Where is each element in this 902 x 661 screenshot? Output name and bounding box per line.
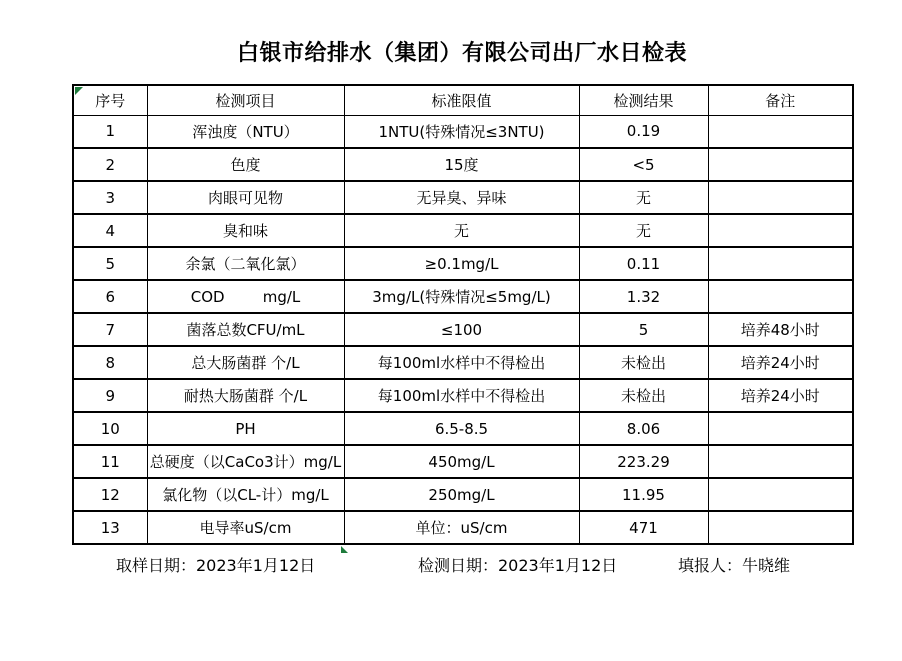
header-item: 检测项目 (147, 85, 344, 115)
cell-limit: 250mg/L (344, 478, 579, 511)
cell-no: 5 (73, 247, 147, 280)
cell-item: 肉眼可见物 (147, 181, 344, 214)
cell-note (708, 115, 853, 148)
cell-item: 耐热大肠菌群 个/L (147, 379, 344, 412)
cell-limit: 每100ml水样中不得检出 (344, 346, 579, 379)
cell-limit: ≥0.1mg/L (344, 247, 579, 280)
cell-result: 0.19 (579, 115, 708, 148)
cell-note: 培养48小时 (708, 313, 853, 346)
cell-no: 6 (73, 280, 147, 313)
cell-limit: 无 (344, 214, 579, 247)
cell-note (708, 445, 853, 478)
cell-result: 无 (579, 214, 708, 247)
cell-no: 1 (73, 115, 147, 148)
table-row (73, 346, 853, 379)
cell-no: 9 (73, 379, 147, 412)
cell-limit: 单位：uS/cm (344, 511, 579, 544)
cell-limit: 无异臭、异味 (344, 181, 579, 214)
cell-note (708, 280, 853, 313)
cell-result: 0.11 (579, 247, 708, 280)
cell-note (708, 148, 853, 181)
cell-item: 浑浊度（NTU） (147, 115, 344, 148)
cell-no: 4 (73, 214, 147, 247)
cell-item: 菌落总数CFU/mL (147, 313, 344, 346)
cell-result: 223.29 (579, 445, 708, 478)
reporter: 填报人：牛晓维 (678, 556, 791, 575)
cell-note (708, 181, 853, 214)
cell-no: 11 (73, 445, 147, 478)
cell-result: <5 (579, 148, 708, 181)
footer (0, 553, 902, 573)
header-row (73, 85, 853, 115)
cell-result: 11.95 (579, 478, 708, 511)
cell-limit: 1NTU(特殊情况≤3NTU) (344, 115, 579, 148)
cell-no: 10 (73, 412, 147, 445)
test-date: 检测日期：2023年1月12日 (418, 556, 618, 575)
table-row (73, 148, 853, 181)
sampling-date: 取样日期：2023年1月12日 (116, 556, 316, 575)
table-row (73, 181, 853, 214)
cell-note: 培养24小时 (708, 346, 853, 379)
cell-note (708, 412, 853, 445)
table-row (73, 247, 853, 280)
cell-result: 5 (579, 313, 708, 346)
header-note: 备注 (708, 85, 853, 115)
table-row (73, 379, 853, 412)
cell-note: 培养24小时 (708, 379, 853, 412)
cell-item: 氯化物（以CL-计）mg/L (147, 478, 344, 511)
cell-result: 未检出 (579, 346, 708, 379)
cell-item: 余氯（二氧化氯） (147, 247, 344, 280)
cell-limit: 15度 (344, 148, 579, 181)
cell-result: 未检出 (579, 379, 708, 412)
cell-no: 7 (73, 313, 147, 346)
inspection-table (72, 84, 854, 545)
cell-limit: ≤100 (344, 313, 579, 346)
table-row (73, 445, 853, 478)
header-result: 检测结果 (579, 85, 708, 115)
cell-no: 12 (73, 478, 147, 511)
cell-note (708, 214, 853, 247)
cell-result: 8.06 (579, 412, 708, 445)
table-row (73, 214, 853, 247)
cell-result: 471 (579, 511, 708, 544)
table-row (73, 280, 853, 313)
cell-no: 8 (73, 346, 147, 379)
cell-item: 电导率uS/cm (147, 511, 344, 544)
table-row (73, 478, 853, 511)
header-limit: 标准限值 (344, 85, 579, 115)
cell-no: 13 (73, 511, 147, 544)
table-row (73, 511, 853, 544)
page-title: 白银市给排水（集团）有限公司出厂水日检表 (236, 41, 687, 66)
table-row (73, 115, 853, 148)
cell-result: 1.32 (579, 280, 708, 313)
cell-item: PH (147, 412, 344, 445)
header-no: 序号 (73, 85, 147, 115)
cell-no: 3 (73, 181, 147, 214)
cell-item: COD mg/L (147, 280, 344, 313)
cell-note (708, 247, 853, 280)
cell-limit: 3mg/L(特殊情况≤5mg/L) (344, 280, 579, 313)
table-row (73, 313, 853, 346)
cell-note (708, 478, 853, 511)
table-row (73, 412, 853, 445)
cell-limit: 450mg/L (344, 445, 579, 478)
cell-note (708, 511, 853, 544)
cell-item: 臭和味 (147, 214, 344, 247)
cell-item: 色度 (147, 148, 344, 181)
cell-result: 无 (579, 181, 708, 214)
cell-item: 总大肠菌群 个/L (147, 346, 344, 379)
cell-item: 总硬度（以CaCo3计）mg/L (147, 445, 344, 478)
cell-limit: 6.5-8.5 (344, 412, 579, 445)
cell-no: 2 (73, 148, 147, 181)
cell-limit: 每100ml水样中不得检出 (344, 379, 579, 412)
